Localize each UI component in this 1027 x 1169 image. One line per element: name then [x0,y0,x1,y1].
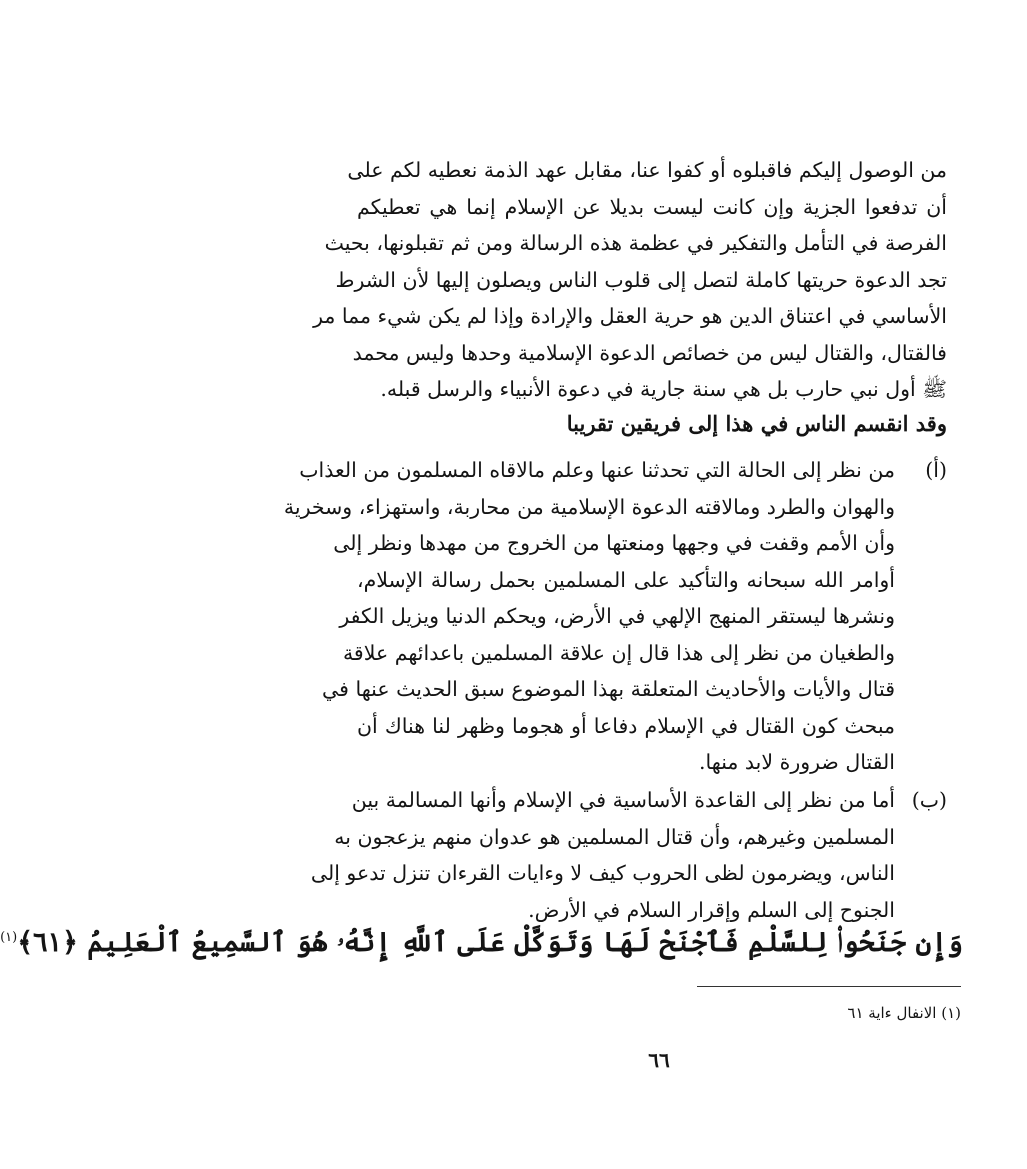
paragraph-line: أوامر الله سبحانه والتأكيد على المسلمين بحمل رسالة الإسلام، [357,567,895,592]
paragraph-line: ﷺ أول نبي حارب بل هي سنة جارية في دعوة الأنبياء والرسل قبله. [380,377,947,401]
list-item-b [310,782,947,928]
page-number: ٦٦ [648,1048,670,1072]
paragraph-line: ونشرها ليستقر المنهج الإلهي في الأرض، ويحكم الدنيا ويزيل الكفر [339,604,895,628]
paragraph-line: مبحث كون القتال في الإسلام دفاعا أو هجوما وظهر لنا هناك أن [357,713,895,738]
section-heading: وقد انقسم الناس في هذا إلى فريقين تقريبا [566,411,947,436]
paragraph-line: الفرصة في التأمل والتفكير في عظمة هذه الرسالة ومن ثم تقبلونها، بحيث [324,231,947,255]
footnote-divider [697,986,961,987]
quran-verse [0,912,963,964]
paragraph-line: الأساسي في اعتناق الدين هو حرية العقل والإرادة وإذا لم يكن شيء مما مر [313,304,947,328]
paragraph-line: الجنوح إلى السلم وإقرار السلام في الأرض. [528,897,895,922]
paragraph-line: من الوصول إليكم فاقبلوه أو كفوا عنا، مقابل عهد الذمة نعطيه لكم على [347,158,947,182]
paragraph-line: الناس، ويضرمون لظى الحروب كيف لا وءايات القرءان تنزل تدعو إلى [310,861,895,885]
footnote-reference: (١) [0,930,18,945]
verse-text: وَإِن جَنَحُوا۟ لِلسَّلْمِ فَٱجْنَحْ لَهَا وَتَوَكَّلْ عَلَى ٱللَّهِ إِنَّهُۥ هُوَ ٱلسَّمِيعُ ٱلْعَلِيمُ ﴿٦١﴾ [17,927,963,958]
list-item-a [283,452,947,781]
list-item-body [283,452,895,781]
paragraph-line: والطغيان من نظر إلى هذا قال إن علاقة المسلمين باعدائهم علاقة [342,640,895,665]
list-item-body [310,782,895,928]
footnote: (١) الانفال ءاية ٦١ [847,1004,961,1022]
paragraph-line: أما من نظر إلى القاعدة الأساسية في الإسلام وأنها المسالمة بين [351,788,895,812]
paragraph-line: والهوان والطرد ومالاقته الدعوة الإسلامية من محاربة، واستهزاء، وسخرية [283,494,895,519]
paragraph-line: وأن الأمم وقفت في وجهها ومنعتها من الخروج من مهدها ونظر إلى [333,531,895,555]
list-marker: (ب) [911,788,947,812]
list-marker: (أ) [925,458,947,482]
paragraph-line: القتال ضرورة لابد منها. [699,750,895,774]
paragraph-line: فالقتال، والقتال ليس من خصائص الدعوة الإسلامية وحدها وليس محمد [352,340,947,365]
paragraph-line: أن تدفعوا الجزية وإن كانت ليست بديلا عن الإسلام إنما هي تعطيكم [357,194,947,219]
paragraph-line: قتال والأيات والأحاديث المتعلقة بهذا الموضوع سبق الحديث عنها في [322,677,895,701]
intro-paragraph [313,152,947,408]
paragraph-line: من نظر إلى الحالة التي تحدثنا عنها وعلم مالاقاه المسلمون من العذاب [299,458,895,482]
paragraph-line: المسلمين وغيرهم، وأن قتال المسلمين هو عدوان منهم يزعجون به [334,824,895,849]
paragraph-line: تجد الدعوة حريتها كاملة لتصل إلى قلوب الناس ويصلون إليها لأن الشرط [335,267,947,292]
